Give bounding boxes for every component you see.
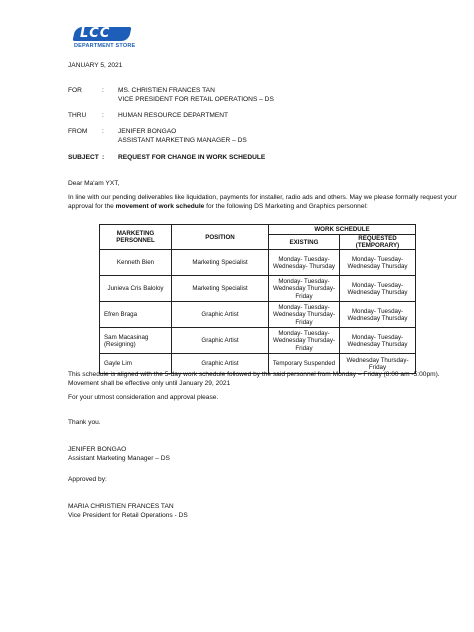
from-colon: : <box>102 128 104 135</box>
personnel-name: Sam Macasinag (Resigning) <box>100 328 172 354</box>
existing-schedule: Monday- Tuesday- Wednesday Thursday- Friday <box>269 328 340 354</box>
signer-title: Assistant Marketing Manager – DS <box>68 455 170 462</box>
requested-schedule: Monday- Tuesday- Wednesday Thursday <box>340 328 416 354</box>
personnel-name: Kenneth Bien <box>100 250 172 276</box>
personnel-position: Marketing Specialist <box>172 250 269 276</box>
header-work-schedule: WORK SCHEDULE <box>269 225 416 235</box>
subject-value: REQUEST FOR CHANGE IN WORK SCHEDULE <box>118 154 266 161</box>
intro-emphasis: movement of work schedule <box>115 202 205 210</box>
table-row <box>100 328 416 354</box>
requested-schedule: Monday- Tuesday- Wednesday Thursday <box>340 302 416 328</box>
for-colon: : <box>102 87 104 94</box>
existing-schedule: Monday- Tuesday- Wednesday Thursday- Friday <box>269 302 340 328</box>
memo-date: JANUARY 5, 2021 <box>68 62 123 69</box>
for-recipient-title: VICE PRESIDENT FOR RETAIL OPERATIONS – DS <box>118 96 274 103</box>
header-requested: REQUESTED (TEMPORARY) <box>340 235 416 250</box>
intro-text-end: for the following DS Marketing and Graphics personnel: <box>204 202 368 210</box>
thru-value: HUMAN RESOURCE DEPARTMENT <box>118 112 229 119</box>
approver-name: MARIA CHRISTIEN FRANCES TAN <box>68 503 174 510</box>
requested-schedule: Monday- Tuesday- Wednesday Thursday <box>340 276 416 302</box>
company-logo <box>74 27 136 49</box>
subject-colon: : <box>102 154 105 161</box>
for-recipient-name: MS. CHRISTIEN FRANCES TAN <box>118 87 215 94</box>
approved-by-label: Approved by: <box>68 476 107 483</box>
personnel-name: Efren Braga <box>100 302 172 328</box>
personnel-position: Graphic Artist <box>172 302 269 328</box>
header-personnel: MARKETING PERSONNEL <box>100 225 172 250</box>
logo-mark <box>74 27 130 41</box>
header-position: POSITION <box>172 225 269 250</box>
personnel-position: Marketing Specialist <box>172 276 269 302</box>
from-label: FROM <box>68 128 88 135</box>
from-sender-title: ASSISTANT MARKETING MANAGER – DS <box>118 137 247 144</box>
table-row <box>100 250 416 276</box>
personnel-position: Graphic Artist <box>172 328 269 354</box>
from-sender-name: JENIFER BONGAO <box>118 128 177 135</box>
logo-subtitle: DEPARTMENT STORE <box>74 43 136 49</box>
thru-label: THRU <box>68 112 87 119</box>
greeting: Dear Ma'am YXT, <box>68 180 120 187</box>
table-row <box>100 302 416 328</box>
for-label: FOR <box>68 87 82 94</box>
existing-schedule: Monday- Tuesday- Wednesday Thursday- Friday <box>269 276 340 302</box>
requested-schedule: Wednesday Thursday- Friday <box>340 354 416 374</box>
schedule-alignment-paragraph: This schedule is aligned with the 5-day work schedule followed by the said personnel from Monday – Friday (8:00 am -5:00pm). Movement shall be effective only until January 29, 2021 <box>68 371 440 387</box>
subject-label: SUBJECT <box>68 154 99 161</box>
personnel-name: Junieva Cris Baloloy <box>100 276 172 302</box>
work-schedule-table <box>99 224 416 374</box>
thru-colon: : <box>102 112 104 119</box>
logo-letters: LCC <box>80 26 111 41</box>
table-row <box>100 276 416 302</box>
requested-schedule: Monday- Tuesday- Wednesday Thursday <box>340 250 416 276</box>
consideration-line: For your utmost consideration and approval please. <box>68 394 219 401</box>
thanks-line: Thank you. <box>68 419 101 426</box>
header-existing: EXISTING <box>269 235 340 250</box>
intro-text-start: In line with our pending deliverables like liquidation, payments for installer, radio ads and others. May we please formally request your approval for the <box>68 194 457 210</box>
personnel-position: Graphic Artist <box>172 354 269 374</box>
personnel-name: Gayle Lim <box>100 354 172 374</box>
intro-paragraph <box>68 194 463 211</box>
signer-name: JENIFER BONGAO <box>68 446 127 453</box>
existing-schedule: Monday- Tuesday- Wednesday- Thursday <box>269 250 340 276</box>
existing-schedule: Temporary Suspended <box>269 354 340 374</box>
approver-title: Vice President for Retail Operations - DS <box>68 512 188 519</box>
